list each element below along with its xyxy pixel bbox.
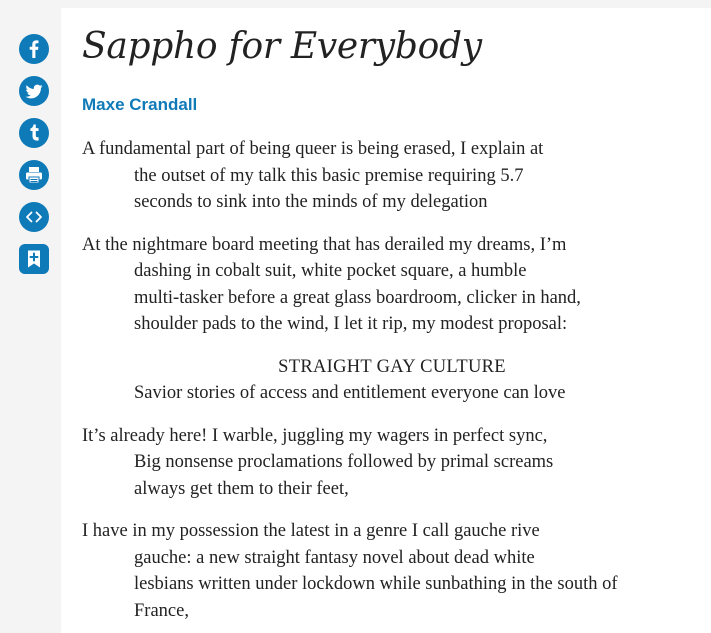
poem-line: It’s already here! I warble, juggling my wagers in perfect sync,: [82, 425, 548, 446]
stanza: [82, 518, 702, 624]
poem-line: multi-tasker before a great glass boardroom, clicker in hand,: [134, 287, 581, 308]
poem-line: seconds to sink into the minds of my delegation: [134, 192, 488, 212]
code-icon: [19, 202, 49, 232]
stanza: [82, 136, 702, 216]
poem-line-centered: STRAIGHT GAY CULTURE: [278, 356, 506, 377]
poem-line: gauche: a new straight fantasy novel about dead white: [134, 547, 535, 568]
article-body: [61, 8, 711, 633]
author-link[interactable]: Maxe Crandall: [82, 95, 198, 114]
print-icon: [19, 160, 49, 190]
twitter-icon: [19, 76, 49, 106]
facebook-share-button[interactable]: [19, 34, 49, 64]
poem-title: Sappho for Everybody: [82, 26, 482, 67]
bookmark-add-icon: [19, 244, 49, 274]
stanza: [82, 354, 702, 407]
stanza: [82, 423, 702, 503]
poem-line: always get them to their feet,: [134, 478, 349, 499]
poem-line: shoulder pads to the wind, I let it rip, my modest proposal:: [134, 314, 568, 334]
poem-line: France,: [134, 600, 189, 621]
poem-line: A fundamental part of being queer is being erased, I explain at: [82, 139, 544, 159]
poem-line: Big nonsense proclamations followed by primal screams: [134, 452, 554, 472]
poem-line: I have in my possession the latest in a genre I call gauche rive: [82, 521, 540, 541]
facebook-icon: [19, 34, 49, 64]
poem-line: dashing in cobalt suit, white pocket square, a humble: [134, 261, 527, 281]
bookmark-button[interactable]: [19, 244, 49, 274]
twitter-share-button[interactable]: [19, 76, 49, 106]
print-button[interactable]: [19, 160, 49, 190]
poem-line: the outset of my talk this basic premise requiring 5.7: [134, 165, 524, 186]
tumblr-share-button[interactable]: [19, 118, 49, 148]
embed-button[interactable]: [19, 202, 49, 232]
poem-line: Savior stories of access and entitlement everyone can love: [134, 383, 566, 403]
poem-line: At the nightmare board meeting that has derailed my dreams, I’m: [82, 234, 567, 255]
poem-text: [82, 136, 702, 633]
poem-line: lesbians written under lockdown while sunbathing in the south of: [134, 574, 618, 594]
stanza: [82, 232, 702, 338]
tumblr-icon: [19, 118, 49, 148]
